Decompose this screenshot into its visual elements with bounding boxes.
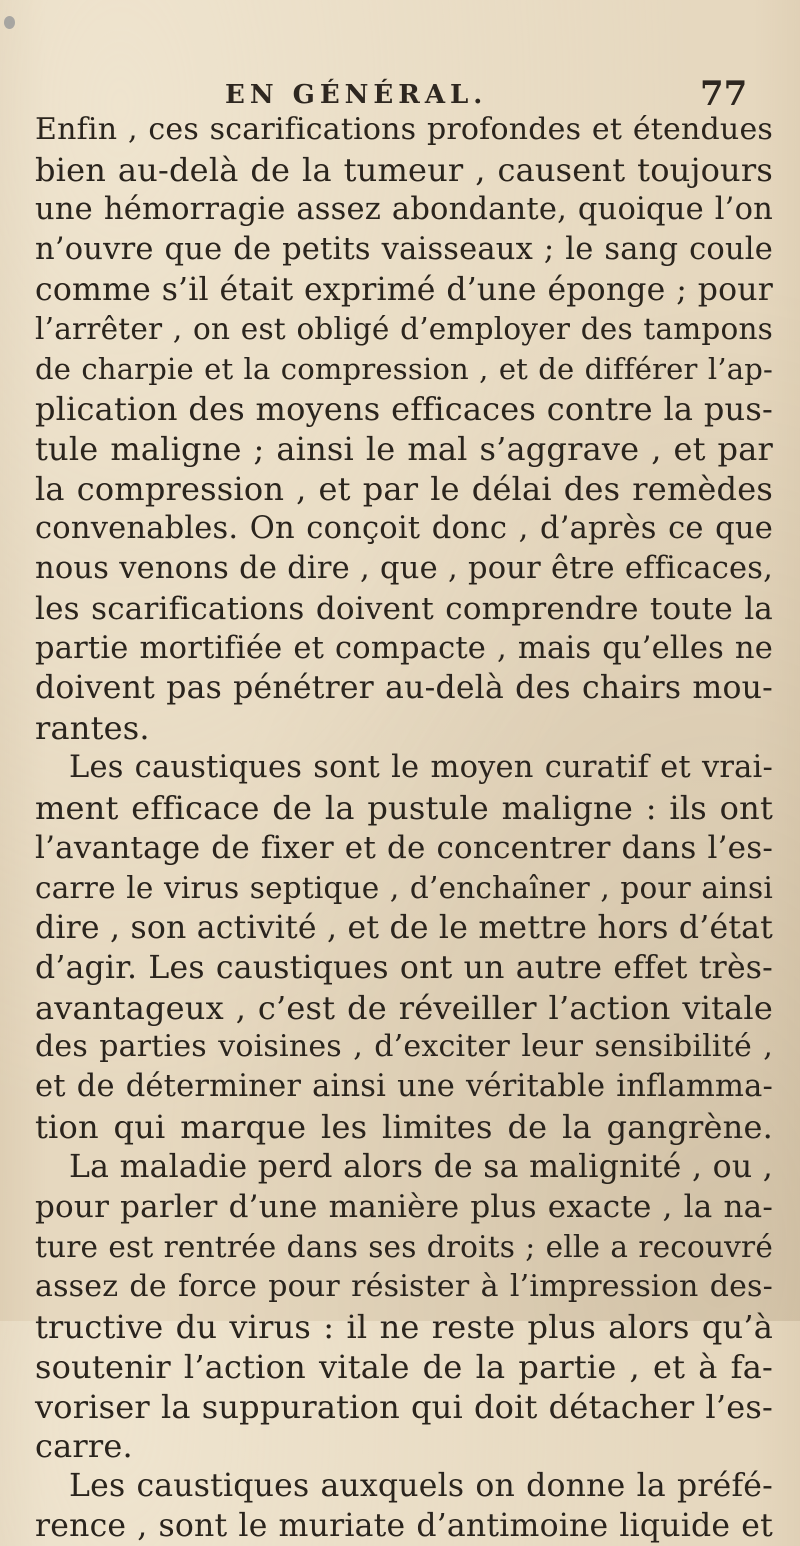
text-line: rence , sont le muriate d’antimoine liquide et xyxy=(35,1508,773,1545)
text-line: l’arrêter , on est obligé d’employer des tampons xyxy=(35,312,773,347)
text-line: rantes. xyxy=(35,709,150,748)
text-line: ture est rentrée dans ses droits ; elle a recouvré xyxy=(35,1229,773,1264)
page-number: 77 xyxy=(700,74,748,114)
paper-blemish xyxy=(4,16,15,29)
body-text xyxy=(35,110,773,1546)
text-line: soutenir l’action vitale de la partie , et à fa- xyxy=(35,1347,773,1386)
text-line: d’agir. Les caustiques ont un autre effet très- xyxy=(35,949,773,986)
text-line: Enfin , ces scarifications profondes et étendues xyxy=(35,112,773,147)
text-line: tule maligne ; ainsi le mal s’aggrave , et par xyxy=(35,430,773,469)
text-line: tructive du virus : il ne reste plus alors qu’à xyxy=(35,1307,773,1346)
text-line: assez de force pour résister à l’impression des- xyxy=(35,1268,773,1304)
text-line: doivent pas pénétrer au-delà des chairs mou- xyxy=(35,670,773,707)
text-line: une hémorragie assez abondante, quoique l’on xyxy=(35,191,773,227)
running-header: EN GÉNÉRAL. xyxy=(225,80,488,110)
text-line: l’avantage de fixer et de concentrer dans l’es- xyxy=(35,830,773,867)
text-line: des parties voisines , d’exciter leur sensibilité , xyxy=(35,1029,773,1065)
text-line: avantageux , c’est de réveiller l’action vitale xyxy=(35,988,773,1027)
text-line: ment efficace de la pustule maligne : ils ont xyxy=(35,789,773,828)
text-line: les scarifications doivent comprendre toute la xyxy=(35,590,773,627)
text-line: carre. xyxy=(35,1427,133,1466)
text-line: n’ouvre que de petits vaisseaux ; le sang coule xyxy=(35,231,773,267)
text-line: plication des moyens efficaces contre la pus- xyxy=(35,390,773,429)
text-line: et de déterminer ainsi une véritable inflamma- xyxy=(35,1069,773,1105)
text-line: Les caustiques auxquels on donne la préfé- xyxy=(69,1468,773,1505)
text-line: de charpie et la compression , et de différer l’ap- xyxy=(35,352,773,387)
text-line: dire , son activité , et de le mettre hors d’état xyxy=(35,909,773,946)
text-line: voriser la suppuration qui doit détacher l’es- xyxy=(35,1387,773,1426)
text-line: partie mortifiée et compacte , mais qu’elles ne xyxy=(35,630,773,666)
text-line: La maladie perd alors de sa malignité , ou , xyxy=(69,1149,773,1186)
text-line: Les caustiques sont le moyen curatif et vrai- xyxy=(69,750,773,786)
text-line: nous venons de dire , que , pour être efficaces, xyxy=(35,550,773,586)
text-line: carre le virus septique , d’enchaîner , pour ainsi xyxy=(35,870,773,905)
text-line: convenables. On conçoit donc , d’après ce que xyxy=(35,510,773,546)
text-line: pour parler d’une manière plus exacte , la na- xyxy=(35,1189,773,1226)
text-line: comme s’il était exprimé d’une éponge ; pour xyxy=(35,271,773,308)
text-line: la compression , et par le délai des remèdes xyxy=(35,470,773,509)
text-line: tion qui marque les limites de la gangrène. xyxy=(35,1108,773,1147)
text-line: bien au-delà de la tumeur , causent toujours xyxy=(35,150,773,189)
